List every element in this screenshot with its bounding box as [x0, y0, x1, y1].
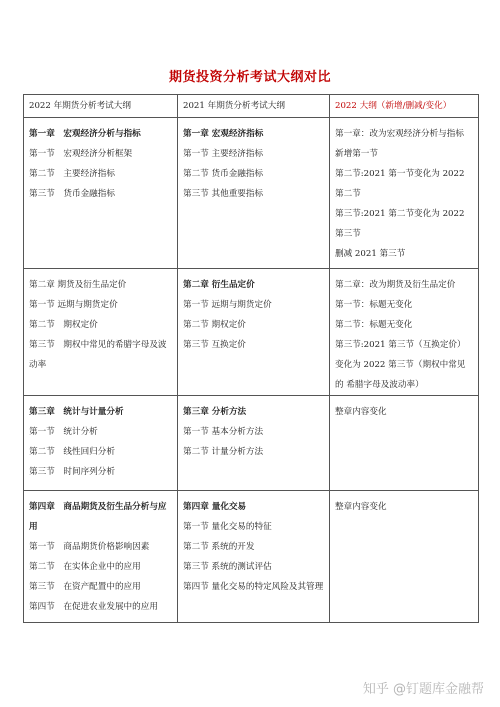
section-item: 第二节 在实体企业中的应用	[29, 562, 141, 572]
section-item: 第二节 货币金融指标	[183, 169, 264, 179]
section-item: 第二节 主要经济指标	[29, 169, 115, 179]
cell-2022	[24, 118, 178, 269]
change-note: 第二节:2021 第一节变化为 2022 第二节	[335, 169, 468, 199]
change-note: 第一节：标题无变化	[335, 300, 413, 310]
watermark: 知乎 @钉题库金融帮	[362, 682, 484, 697]
change-note: 第三节:2021 第三节（互换定价）变化为 2022 第三节（期权中常见的 希腊字母及波动率）	[335, 340, 466, 390]
section-item: 第三节 其他重要指标	[183, 189, 264, 199]
header-changes: 2022 大纲（新增/删减/变化）	[330, 95, 479, 118]
table-row	[24, 491, 479, 623]
header-2021: 2021 年期货分析考试大纲	[178, 95, 330, 118]
cell-2021	[178, 491, 330, 623]
syllabus-comparison-table	[23, 94, 479, 623]
chapter-title: 第三章 统计与计量分析	[29, 407, 124, 417]
section-item: 第一节 远期与期货定价	[29, 300, 118, 310]
cell-2022	[24, 491, 178, 623]
cell-2022	[24, 396, 178, 491]
section-item: 第三节 期权中常见的希腊字母及波动率	[29, 340, 167, 370]
chapter-title: 第四章 量化交易	[183, 502, 247, 512]
change-note: 删减 2021 第三节	[335, 249, 406, 259]
section-item: 第二节 期权定价	[183, 320, 246, 330]
section-item: 第一节 基本分析方法	[183, 427, 264, 437]
chapter-title: 第四章 商品期货及衍生品分析与应用	[29, 502, 167, 532]
section-item: 第四节 量化交易的特定风险及其管理	[183, 582, 324, 592]
chapter-title: 第二章 衍生品定价	[183, 280, 255, 290]
page-title: 期货投资分析考试大纲对比	[168, 70, 331, 85]
section-item: 第四节 在促进农业发展中的应用	[29, 602, 158, 612]
change-note: 第一章：改为宏观经济分析与指标	[335, 129, 464, 139]
change-note: 第二章：改为期货及衍生品定价	[335, 280, 456, 290]
cell-2021	[178, 118, 330, 269]
section-item: 第一节 宏观经济分析框架	[29, 149, 133, 159]
section-item: 第三节 货币金融指标	[29, 189, 115, 199]
table-header-row	[24, 95, 479, 118]
section-item: 第三节 在资产配置中的应用	[29, 582, 141, 592]
header-2022: 2022 年期货分析考试大纲	[24, 95, 178, 118]
section-item: 第三节 互换定价	[183, 340, 246, 350]
change-note: 新增第一节	[335, 149, 378, 159]
section-item: 第二节 计量分析方法	[183, 447, 264, 457]
cell-changes	[330, 491, 479, 623]
change-note: 第二节：标题无变化	[335, 320, 413, 330]
section-item: 第二节 系统的开发	[183, 542, 255, 552]
cell-changes	[330, 118, 479, 269]
section-item: 第二节 期权定价	[29, 320, 98, 330]
chapter-title: 第一章 宏观经济指标	[183, 129, 264, 139]
table-row	[24, 269, 479, 396]
change-note: 整章内容变化	[335, 502, 387, 512]
cell-2021	[178, 269, 330, 396]
section-item: 第一节 量化交易的特征	[183, 522, 272, 532]
chapter-title: 第三章 分析方法	[183, 407, 247, 417]
cell-2022	[24, 269, 178, 396]
chapter-title: 第一章 宏观经济分析与指标	[29, 129, 141, 139]
cell-2021	[178, 396, 330, 491]
cell-changes	[330, 396, 479, 491]
section-item: 第一节 统计分析	[29, 427, 98, 437]
change-note: 第三节:2021 第二节变化为 2022 第三节	[335, 209, 468, 239]
section-item: 第三节 时间序列分析	[29, 467, 115, 477]
table-row	[24, 118, 479, 269]
change-note: 整章内容变化	[335, 407, 387, 417]
section-item: 第一节 主要经济指标	[183, 149, 264, 159]
section-item: 第一节 商品期货价格影响因素	[29, 542, 150, 552]
section-item: 第一节 远期与期货定价	[183, 300, 272, 310]
table-row	[24, 396, 479, 491]
section-item: 第三节 系统的测试评估	[183, 562, 272, 572]
chapter-title: 第二章 期货及衍生品定价	[29, 280, 127, 290]
section-item: 第二节 线性回归分析	[29, 447, 115, 457]
cell-changes	[330, 269, 479, 396]
